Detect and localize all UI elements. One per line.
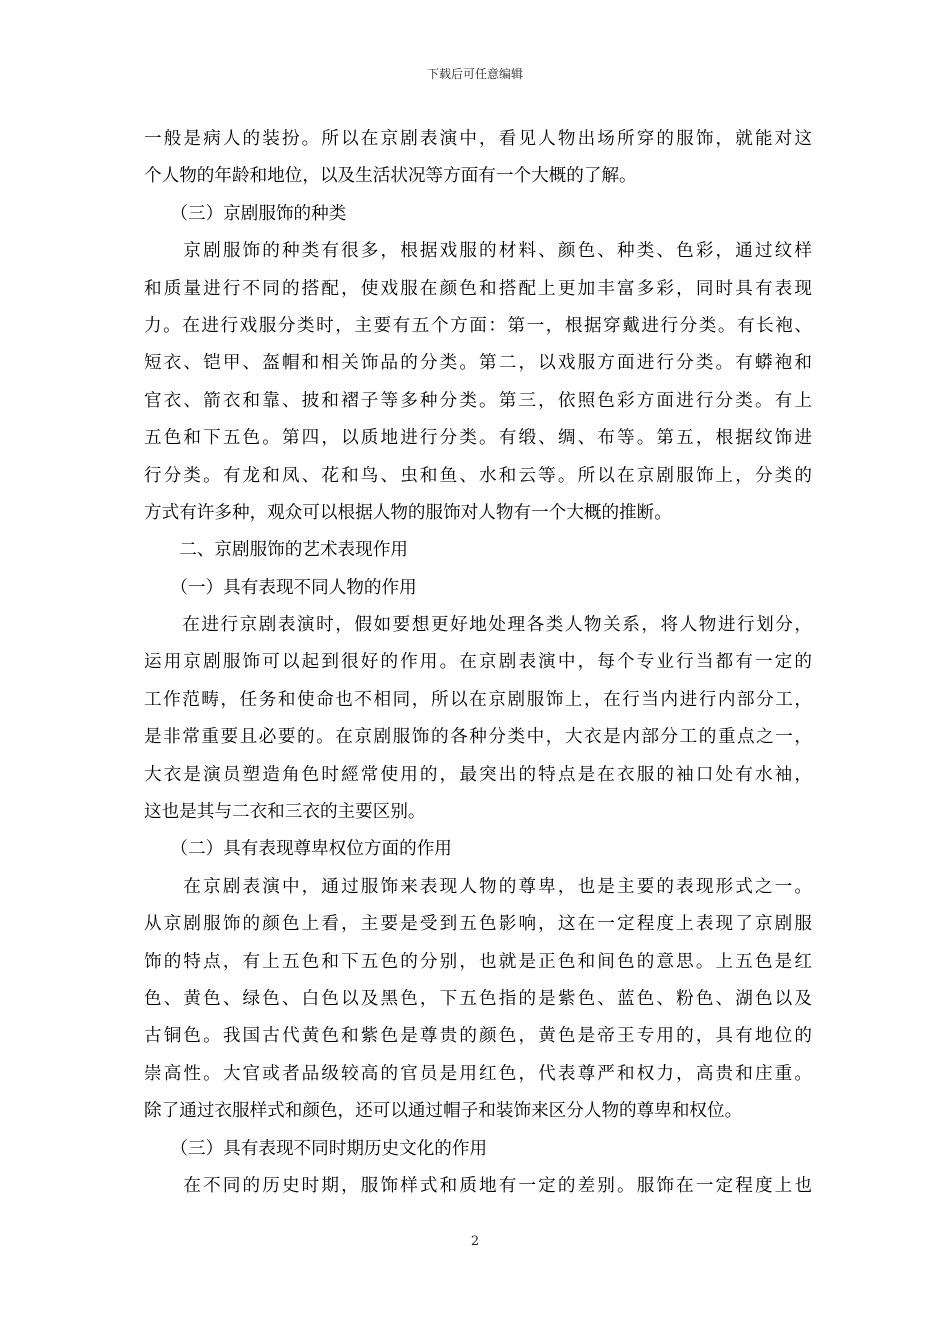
subsection-heading: （一）具有表现不同人物的作用: [144, 577, 417, 598]
page-header: 下载后可任意编辑: [426, 67, 523, 81]
text-line: 一般是病人的装扮。所以在京剧表演中，看见人物出场所穿的服饰，就能对这: [144, 129, 812, 149]
section-heading: （三）京剧服饰的种类: [144, 203, 347, 224]
text-line: 饰的特点，有上五色和下五色的分别，也就是正色和间色的意思。上五色是红: [144, 951, 812, 972]
document-body: [144, 121, 812, 1205]
page-number: 2: [470, 1234, 480, 1249]
text-line: 方式有许多种，观众可以根据人物的服饰对人物有一个大概的推断。: [144, 502, 672, 523]
text-line: 五色和下五色。第四，以质地进行分类。有缎、绸、布等。第五，根据纹饰进: [144, 428, 812, 449]
text-line: 色、黄色、绿色、白色以及黑色，下五色指的是紫色、蓝色、粉色、湖色以及: [144, 988, 812, 1009]
section-heading: 二、京剧服饰的艺术表现作用: [144, 540, 408, 561]
text-line: 短衣、铠甲、盔帽和相关饰品的分类。第二，以戏服方面进行分类。有蟒袍和: [144, 353, 812, 374]
text-line: 力。在进行戏服分类时，主要有五个方面：第一，根据穿戴进行分类。有长袍、: [144, 315, 812, 336]
text-line: 除了通过衣服样式和颜色，还可以通过帽子和装饰来区分人物的尊卑和权位。: [144, 1101, 743, 1122]
text-line: 京剧服饰的种类有很多，根据戏服的材料、颜色、种类、色彩，通过纹样: [144, 241, 812, 262]
text-line: 官衣、箭衣和靠、披和褶子等多种分类。第三，依照色彩方面进行分类。有上: [144, 390, 812, 411]
text-line: 在不同的历史时期，服饰样式和质地有一定的差别。服饰在一定程度上也: [144, 1175, 812, 1196]
text-line: 在京剧表演中，通过服饰来表现人物的尊卑，也是主要的表现形式之一。: [144, 876, 812, 897]
text-line: 这也是其与二衣和三衣的主要区别。: [144, 802, 426, 823]
text-line: 从京剧服饰的颜色上看，主要是受到五色影响，这在一定程度上表现了京剧服: [144, 914, 812, 935]
subsection-heading: （三）具有表现不同时期历史文化的作用: [144, 1138, 488, 1159]
subsection-heading: （二）具有表现尊卑权位方面的作用: [144, 839, 452, 860]
text-line: 行分类。有龙和凤、花和鸟、虫和鱼、水和云等。所以在京剧服饰上，分类的: [144, 465, 812, 486]
text-line: 古铜色。我国古代黄色和紫色是尊贵的颜色，黄色是帝王专用的，具有地位的: [144, 1026, 812, 1047]
text-line: 是非常重要且必要的。在京剧服饰的各种分类中，大衣是内部分工的重点之一，: [144, 727, 812, 748]
text-line: 工作范畴，任务和使命也不相同，所以在京剧服饰上，在行当内进行内部分工，: [144, 689, 812, 710]
text-line: 在进行京剧表演时，假如要想更好地处理各类人物关系，将人物进行划分，: [144, 615, 812, 636]
text-line: 运用京剧服饰可以起到很好的作用。在京剧表演中，每个专业行当都有一定的: [144, 652, 812, 673]
text-line: 和质量进行不同的搭配，使戏服在颜色和搭配上更加丰富多彩，同时具有表现: [144, 278, 812, 299]
text-line: 大衣是演员塑造角色时經常使用的，最突出的特点是在衣服的袖口处有水袖，: [144, 764, 812, 785]
text-line: 个人物的年龄和地位，以及生活状况等方面有一个大概的了解。: [144, 166, 637, 187]
text-line: 崇高性。大官或者品级较高的官员是用红色，代表尊严和权力，高贵和庄重。: [144, 1063, 812, 1084]
